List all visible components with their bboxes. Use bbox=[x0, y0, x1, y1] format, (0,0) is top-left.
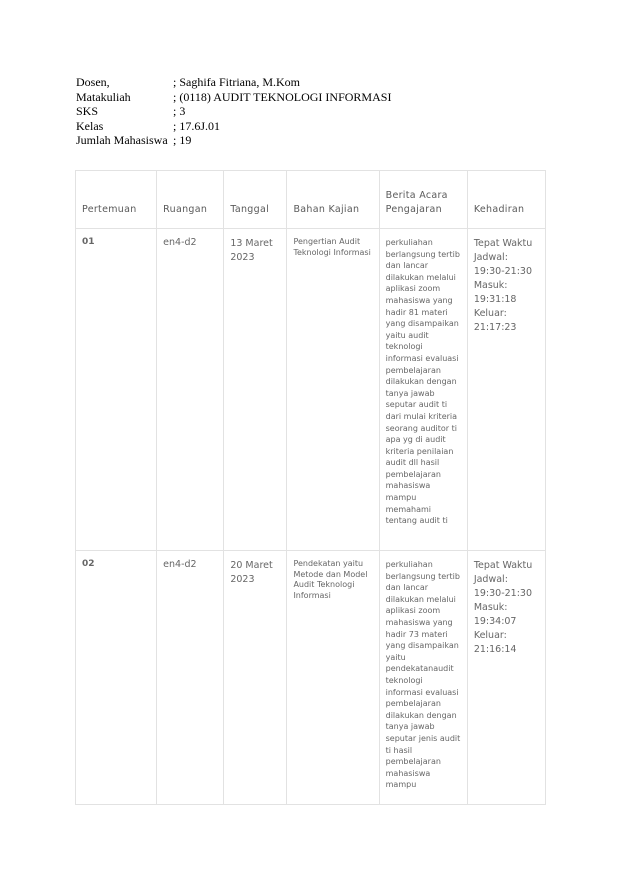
cell-kehadiran: Tepat Waktu Jadwal: 19:30-21:30 Masuk: 19:34:07 Keluar: 21:16:14 bbox=[467, 551, 545, 805]
table-row bbox=[76, 229, 546, 551]
header-berita-acara: Berita Acara Pengajaran bbox=[379, 171, 467, 229]
table-header-row bbox=[76, 171, 546, 229]
info-row-matakuliah bbox=[76, 90, 391, 105]
info-row-sks bbox=[76, 104, 391, 119]
cell-tanggal: 20 Maret 2023 bbox=[224, 551, 287, 805]
info-label: Matakuliah bbox=[76, 89, 131, 104]
course-info bbox=[76, 75, 391, 148]
header-kehadiran: Kehadiran bbox=[467, 171, 545, 229]
info-row-jumlah-mahasiswa bbox=[76, 133, 391, 148]
table-row bbox=[76, 551, 546, 805]
info-label: Dosen, bbox=[76, 75, 110, 89]
info-row-kelas bbox=[76, 119, 391, 134]
info-value: ; Saghifa Fitriana, M.Kom bbox=[173, 75, 300, 89]
cell-ruangan: en4-d2 bbox=[157, 229, 224, 551]
cell-kehadiran: Tepat Waktu Jadwal: 19:30-21:30 Masuk: 19:31:18 Keluar: 21:17:23 bbox=[467, 229, 545, 551]
cell-bahan-kajian: Pengertian Audit Teknologi Informasi bbox=[287, 229, 379, 551]
header-tanggal: Tanggal bbox=[224, 171, 287, 229]
header-bahan-kajian: Bahan Kajian bbox=[287, 171, 379, 229]
header-pertemuan: Pertemuan bbox=[76, 171, 157, 229]
cell-berita-acara: perkuliahan berlangsung tertib dan lancar dilakukan melalui aplikasi zoom mahasiswa yang hadir 73 materi yang disampaikan yaitu pendekatanaudit teknologi informasi evaluasi pembelajaran dilakukan dengan tanya jawab seputar jenis audit ti hasil pembelajaran mahasiswa mampu bbox=[379, 551, 467, 805]
header-ruangan: Ruangan bbox=[157, 171, 224, 229]
info-value: ; (0118) AUDIT TEKNOLOGI INFORMASI bbox=[173, 89, 392, 104]
info-label: Jumlah Mahasiswa bbox=[76, 133, 168, 148]
cell-bahan-kajian: Pendekatan yaitu Metode dan Model Audit Teknologi Informasi bbox=[287, 551, 379, 805]
info-label: SKS bbox=[76, 104, 99, 119]
info-value: ; 3 bbox=[173, 104, 186, 119]
cell-pertemuan: 01 bbox=[76, 229, 157, 551]
info-value: ; 17.6J.01 bbox=[173, 118, 221, 133]
info-label: Kelas bbox=[76, 118, 104, 133]
info-value: ; 19 bbox=[173, 133, 192, 148]
attendance-table bbox=[75, 170, 546, 805]
cell-pertemuan: 02 bbox=[76, 551, 157, 805]
info-row-dosen bbox=[76, 75, 391, 90]
cell-berita-acara: perkuliahan berlangsung tertib dan lancar dilakukan melalui aplikasi zoom mahasiswa yang hadir 81 materi yang disampaikan yaitu audit teknologi informasi evaluasi pembelajaran dilakukan dengan tanya jawab seputar audit ti dari mulai kriteria seorang auditor ti apa yg di audit kriteria penilaian audit dll hasil pembelajaran mahasiswa mampu memahami tentang audit ti bbox=[379, 229, 467, 551]
cell-tanggal: 13 Maret 2023 bbox=[224, 229, 287, 551]
cell-ruangan: en4-d2 bbox=[157, 551, 224, 805]
